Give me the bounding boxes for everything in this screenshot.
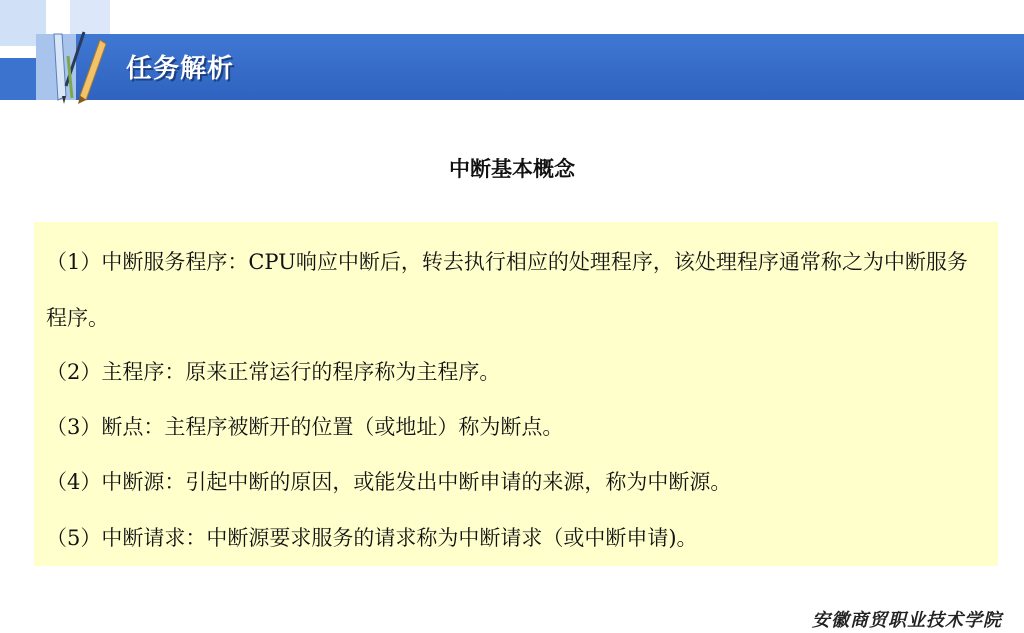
definition-paragraph: （1）中断服务程序：CPU响应中断后，转去执行相应的处理程序，该处理程序通常称之为中断服务程序。 [46,250,968,330]
institution-logo: 安徽商贸职业技术学院 [812,610,1002,631]
content-box [34,222,998,566]
definition-paragraph: （2）主程序：原来正常运行的程序称为主程序。 [46,360,501,384]
pen-brush-icon [44,26,108,106]
definition-paragraph: （3）断点：主程序被断开的位置（或地址）称为断点。 [46,415,564,439]
page-header-title: 任务解析 [126,54,235,84]
definition-paragraph: （4）中断源：引起中断的原因，或能发出中断申请的来源，称为中断源。 [46,470,732,494]
header-decoration-square [0,58,36,100]
section-title: 中断基本概念 [449,157,575,181]
definition-paragraph: （5）中断请求：中断源要求服务的请求称为中断请求（或中断申请)。 [46,526,698,550]
